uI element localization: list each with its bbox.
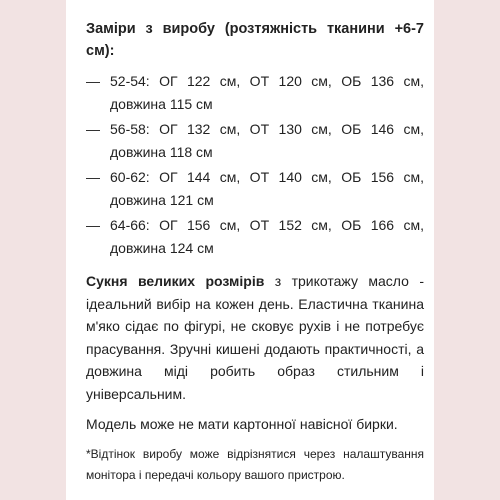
color-disclaimer: *Відтінок виробу може відрізнятися через налаштування монітора і передачі кольору вашого пристрою. [86, 446, 424, 482]
tag-note: Модель може не мати картонної навісної бирки. [86, 416, 398, 432]
list-item [86, 118, 424, 164]
measurement-text: 64-66: ОГ 156 см, ОТ 152 см, ОБ 166 см, довжина 124 см [110, 217, 424, 256]
product-name-bold: Сукня великих розмірів [86, 273, 265, 289]
list-item [86, 214, 424, 260]
product-description-card [66, 0, 434, 500]
list-item [86, 70, 424, 116]
measurement-text: 52-54: ОГ 122 см, ОТ 120 см, ОБ 136 см, довжина 115 см [110, 73, 424, 112]
measurement-text: 60-62: ОГ 144 см, ОТ 140 см, ОБ 156 см, довжина 121 см [110, 169, 424, 208]
measurements-heading: Заміри з виробу (розтяжність тканини +6-7 см): [86, 21, 424, 59]
description-text: з трикотажу масло - ідеальний вибір на кожен день. Еластична тканина м'яко сідає по фігурі, не сковує рухів і не потребує прасування. Зручні кишені додають практичності, а довжина міді робить образ стильним і універсальним. [86, 273, 424, 402]
product-description [86, 270, 424, 405]
measurements-list [86, 70, 424, 260]
dash-bullet: — [86, 217, 100, 233]
list-item [86, 166, 424, 212]
measurement-text: 56-58: ОГ 132 см, ОТ 130 см, ОБ 146 см, довжина 118 см [110, 121, 424, 160]
dash-bullet: — [86, 169, 100, 185]
dash-bullet: — [86, 121, 100, 137]
dash-bullet: — [86, 73, 100, 89]
